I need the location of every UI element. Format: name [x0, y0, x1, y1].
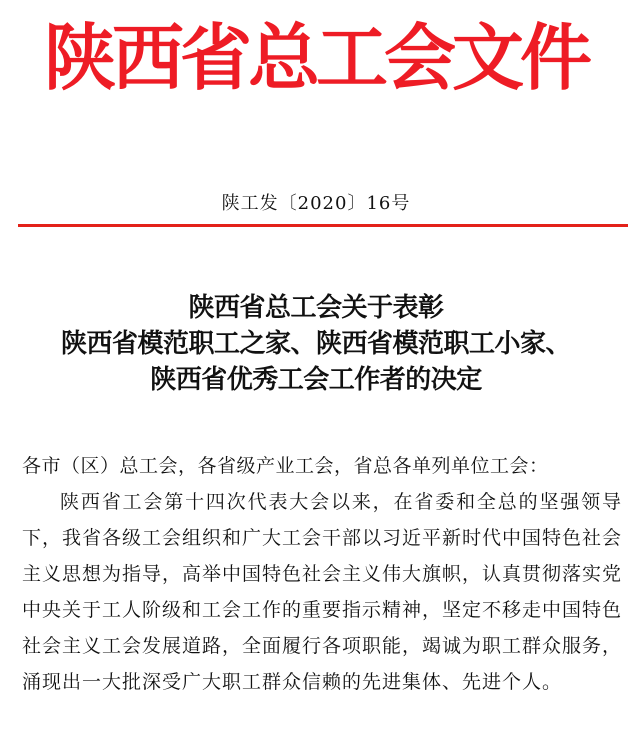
- title-line-2: 陕西省模范职工之家、陕西省模范职工小家、: [60, 329, 571, 359]
- title-line-1: 陕西省总工会关于表彰: [188, 293, 444, 323]
- red-divider-line: [18, 224, 628, 227]
- document-number: 陕工发〔2020〕16号: [221, 193, 411, 214]
- document-masthead: 陕西省总工会文件: [43, 16, 588, 100]
- document-title: [0, 290, 632, 398]
- document-body: [22, 448, 622, 700]
- salutation: 各市（区）总工会，各省级产业工会，省总各单列单位工会：: [22, 455, 549, 477]
- body-paragraph: 陕西省工会第十四次代表大会以来，在省委和全总的坚强领导下，我省各级工会组织和广大工会干部以习近平新时代中国特色社会主义思想为指导，高举中国特色社会主义伟大旗帜，认真贯彻落实党中央关于工人阶级和工会工作的重要指示精神，坚定不移走中国特色社会主义工会发展道路，全面履行各项职能，竭诚为职工群众服务，涌现出一大批深受广大职工群众信赖的先进集体、先进个人。: [22, 491, 623, 693]
- title-line-3: 陕西省优秀工会工作者的决定: [150, 365, 482, 395]
